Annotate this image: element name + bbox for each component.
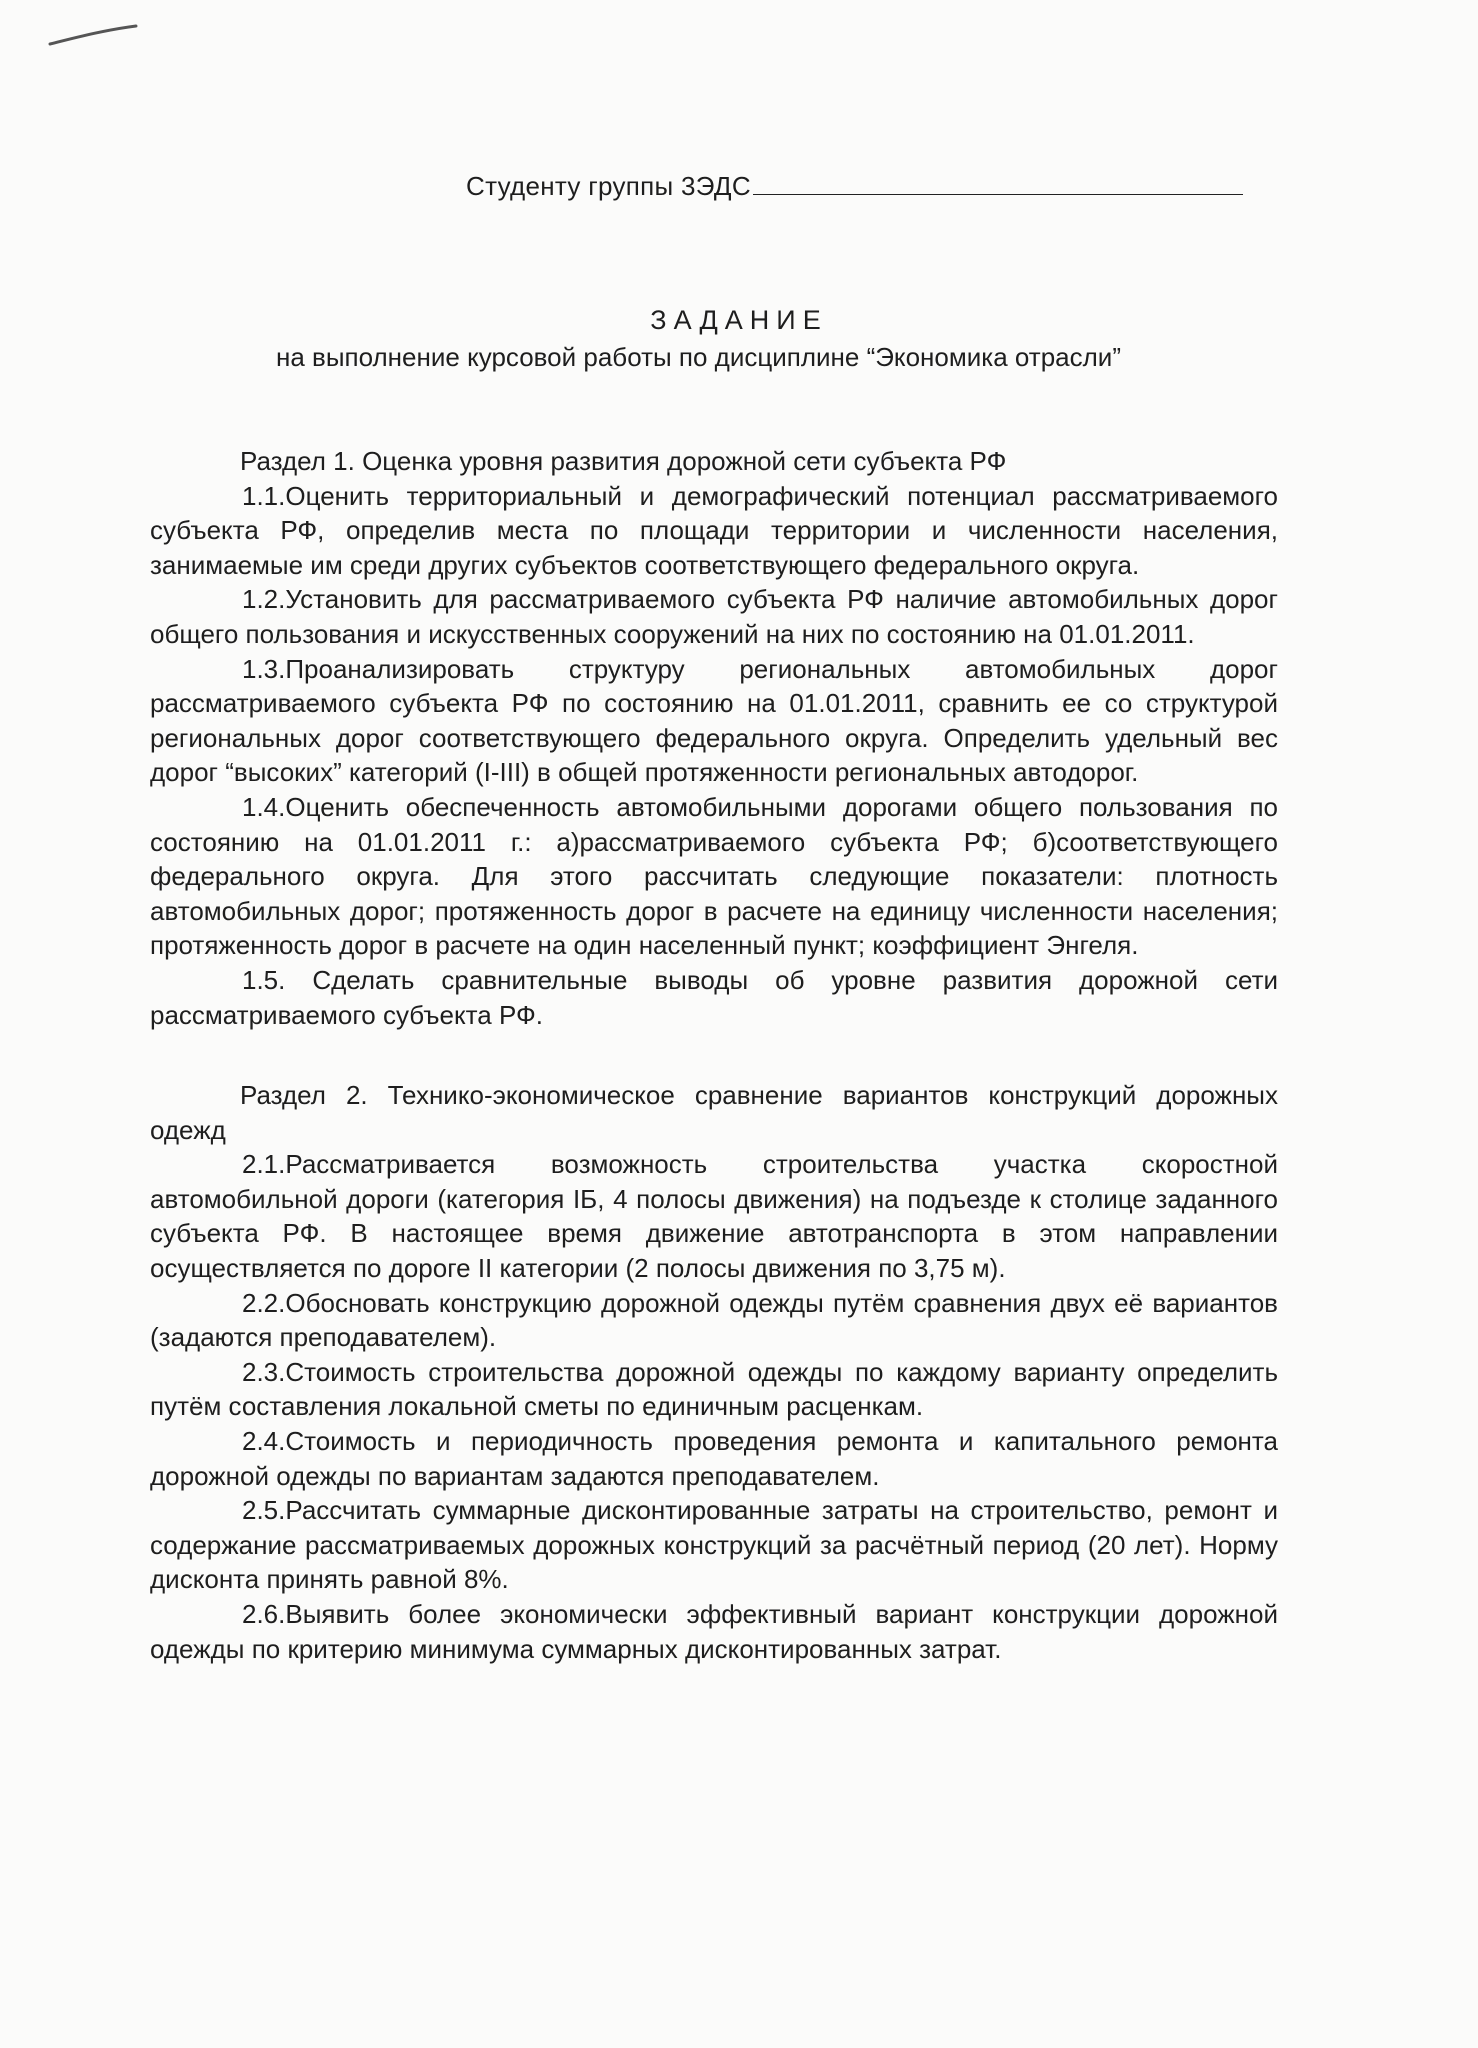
addressee-label: Студенту группы 3ЭДС	[466, 171, 751, 201]
item-2-3: 2.3.Стоимость строительства дорожной одежды по каждому варианту определить путём составления локальной сметы по единичным расценкам.	[150, 1356, 1278, 1422]
item-1-2: 1.2.Установить для рассматриваемого субъекта РФ наличие автомобильных дорог общего пользования и искусственных сооружений на них по состоянию на 01.01.2011.	[150, 584, 1278, 649]
item-1-4: 1.4.Оценить обеспеченность автомобильными дорогами общего пользования по состоянию на 01.01.2011 г.: а)рассматриваемого субъекта РФ; б)соответствующего федерального округа. Для этого рассчитать следующие показатели: плотность автомобильных дорог; протяженность дорог в расчете на единицу численности населения; протяженность дорог в расчете на один населенный пункт; коэффициент Энгеля.	[150, 791, 1278, 961]
item-2-5: 2.5.Рассчитать суммарные дисконтированные затраты на строительство, ремонт и содержание рассматриваемых дорожных конструкций за расчётный период (20 лет). Норму дисконта принять равной 8%.	[150, 1495, 1278, 1595]
item-2-2: 2.2.Обосновать конструкцию дорожной одежды путём сравнения двух её вариантов (задаются преподавателем).	[150, 1287, 1278, 1353]
item-1-1: 1.1.Оценить территориальный и демографический потенциал рассматриваемого субъекта РФ, определив места по площади территории и численности населения, занимаемые им среди других субъектов соответствующего федерального округа.	[150, 480, 1278, 580]
item-1-3: 1.3.Проанализировать структуру региональных автомобильных дорог рассматриваемого субъекта РФ по состоянию на 01.01.2011, сравнить ее со структурой региональных дорог соответствующего федерального округа. Определить удельный вес дорог “высоких” категорий (I-III) в общей протяженности региональных автодорог.	[150, 653, 1278, 788]
item-2-1: 2.1.Рассматривается возможность строительства участка скоростной автомобильной дороги (категория IБ, 4 полосы движения) на подъезде к столице заданного субъекта РФ. В настоящее время движение автотранспорта в этом направлении осуществляется по дороге II категории (2 полосы движения по 3,75 м).	[150, 1149, 1278, 1284]
document-title: ЗАДАНИЕ	[650, 305, 828, 335]
addressee-line	[466, 168, 1243, 202]
item-2-6: 2.6.Выявить более экономически эффективный вариант конструкции дорожной одежды по критерию минимума суммарных дисконтированных затрат.	[150, 1599, 1278, 1664]
item-1-5: 1.5. Сделать сравнительные выводы об уровне развития дорожной сети рассматриваемого субъекта РФ.	[150, 964, 1278, 1030]
assignment-body	[150, 444, 1278, 1666]
document-subtitle: на выполнение курсовой работы по дисциплине “Экономика отрасли”	[276, 342, 1121, 372]
section-2-heading: Раздел 2. Технико-экономическое сравнение вариантов конструкций дорожных одежд	[150, 1080, 1278, 1145]
item-2-4: 2.4.Стоимость и периодичность проведения ремонта и капитального ремонта дорожной одежды по вариантам задаются преподавателем.	[150, 1426, 1278, 1491]
pen-stroke-mark	[44, 22, 144, 52]
section-1-heading: Раздел 1. Оценка уровня развития дорожной сети субъекта РФ	[240, 446, 1007, 476]
student-name-blank	[753, 168, 1243, 195]
